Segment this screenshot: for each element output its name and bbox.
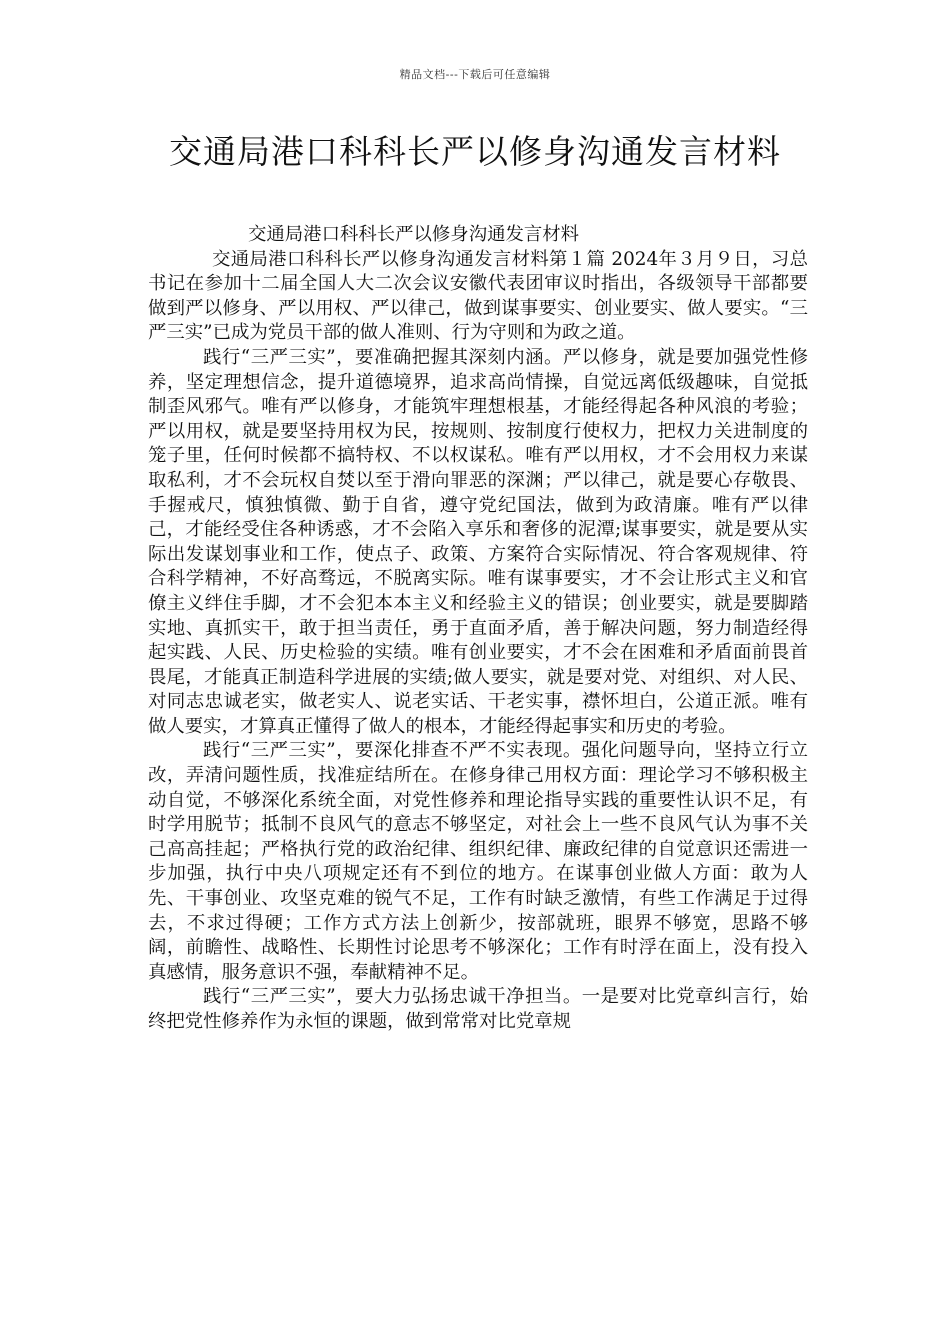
paragraph-4: 践行“三严三实”，要大力弘扬忠诚干净担当。一是要对比党章纠言行，始终把党性修养作为永恒的课题，做到常常对比党章规 — [148, 986, 808, 1032]
header-note: 精品文档---下载后可任意编辑 — [399, 68, 551, 81]
document-subtitle: 交通局港口科科长严以修身沟通发言材料 — [248, 224, 580, 245]
paragraph-3: 践行“三严三实”，要深化排查不严不实表现。强化问题导向，坚持立行立改，弄清问题性质，找准症结所在。在修身律己用权方面：理论学习不够积极主动自觉，不够深化系统全面，对党性修养和理论指导实践的重要性认识不足，有时学用脱节；抵制不良风气的意志不够坚定，对社会上一些不良风气认为事不关己高高挂起；严格执行党的政治纪律、组织纪律、廉政纪律的自觉意识还需进一步加强，执行中央八项规定还有不到位的地方。在谋事创业做人方面：敢为人先、干事创业、攻坚克难的锐气不足，工作有时缺乏激情，有些工作满足于过得去，不求过得硬；工作方式方法上创新少，按部就班，眼界不够宽，思路不够阔，前瞻性、战略性、长期性讨论思考不够深化；工作有时浮在面上，没有投入真感情，服务意识不强，奉献精神不足。 — [148, 740, 808, 983]
document-title: 交通局港口科科长严以修身沟通发言材料 — [169, 132, 781, 171]
paragraph-1: 交通局港口科科长严以修身沟通发言材料第１篇 2024年３月９日，习总书记在参加十二届全国人大二次会议安徽代表团审议时指出，各级领导干部都要做到严以修身、严以用权、严以律己，做到谋事要实、创业要实、做人要实。“三严三实”已成为党员干部的做人准则、行为守则和为政之道。 — [148, 248, 808, 344]
paragraph-2: 践行“三严三实”，要准确把握其深刻内涵。严以修身，就是要加强党性修养，坚定理想信念，提升道德境界，追求高尚情操，自觉远离低级趣味，自觉抵制歪风邪气。唯有严以修身，才能筑牢理想根基，才能经得起各种风浪的考验；严以用权，就是要坚持用权为民，按规则、按制度行使权力，把权力关进制度的笼子里，任何时候都不搞特权、不以权谋私。唯有严以用权，才不会用权力来谋取私利，才不会玩权自焚以至于滑向罪恶的深渊；严以律己，就是要心存敬畏、手握戒尺，慎独慎微、勤于自省，遵守党纪国法，做到为政清廉。唯有严以律己，才能经受住各种诱惑，才不会陷入享乐和奢侈的泥潭;谋事要实，就是要从实际出发谋划事业和工作，使点子、政策、方案符合实际情况、符合客观规律、符合科学精神，不好高骛远，不脱离实际。唯有谋事要实，才不会让形式主义和官僚主义绊住手脚，才不会犯本本主义和经验主义的错误；创业要实，就是要脚踏实地、真抓实干，敢于担当责任，勇于直面矛盾，善于解决问题，努力制造经得起实践、人民、历史检验的实绩。唯有创业要实，才不会在困难和矛盾面前畏首畏尾，才能真正制造科学进展的实绩;做人要实，就是要对党、对组织、对人民、对同志忠诚老实，做老实人、说老实话、干老实事，襟怀坦白，公道正派。唯有做人要实，才算真正懂得了做人的根本，才能经得起事实和历史的考验。 — [148, 346, 808, 737]
document-body — [148, 223, 808, 1035]
